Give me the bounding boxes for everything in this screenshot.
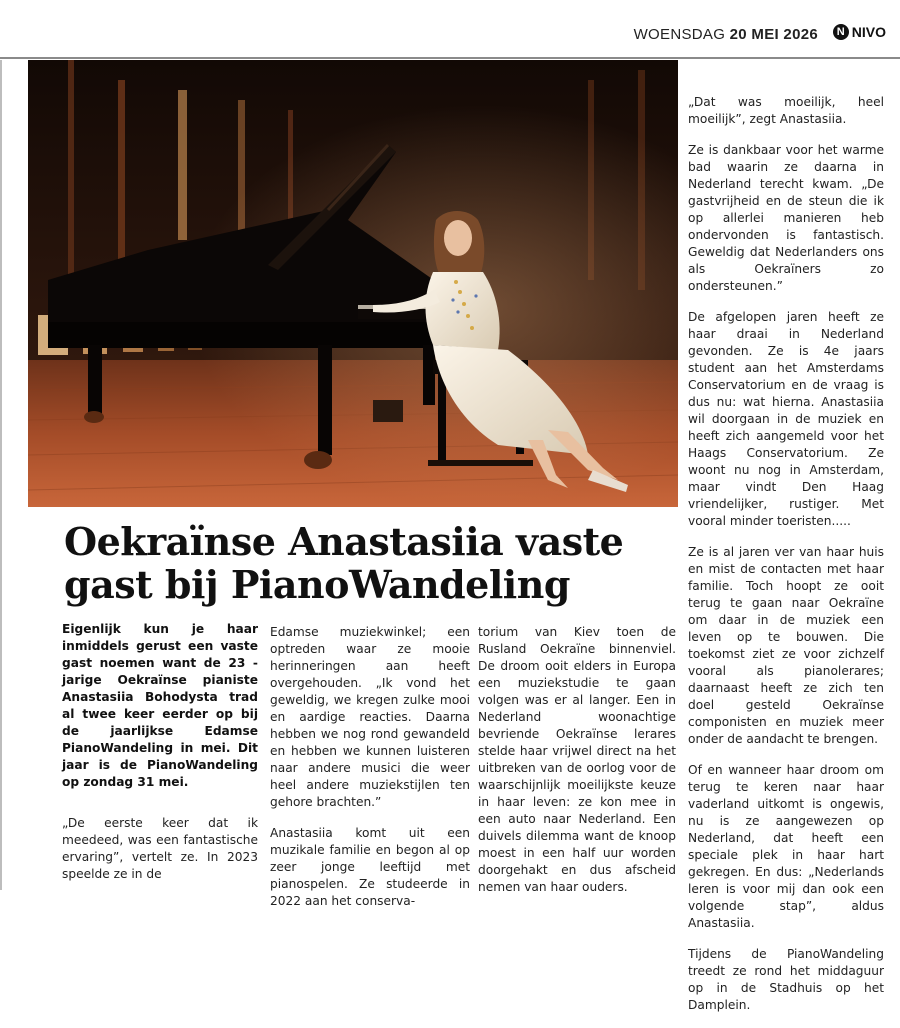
publication-name: NIVO xyxy=(851,24,886,40)
article-paragraph: Ze is dankbaar voor het warme bad waarin ze daarna in Nederland terecht kwam. „De gastvrijheid en de steun die ik op allerlei manieren heb ondervonden is fantastisch. Geweldig dat Nederlanders ons als Oekraïners zo ondersteunen.” xyxy=(688,143,884,293)
article-paragraph: Anastasiia komt uit een muzikale familie en begon al op zeer jonge leeftijd met pianospelen. Ze studeerde in 2022 aan het conserva- xyxy=(270,826,470,908)
article-column-1 xyxy=(62,621,258,897)
issue-date xyxy=(634,26,818,43)
article-paragraph: Of en wanneer haar droom om terug te keren naar haar vaderland uitkomt is ongewis, nu is ze aangewezen op Nederland, dat heeft een speciale plek in haar hart gekregen. En dus: „Nederlands leren is voor mij dan ook een volgende stap”, aldus Anastasiia. xyxy=(688,763,884,930)
page-header xyxy=(0,0,900,58)
article-photo xyxy=(28,60,678,507)
article-paragraph: torium van Kiev toen de Rusland Oekraïne binnenviel. De droom ooit elders in Europa een muziekstudie te gaan volgen was er al langer. Een in Nederland woonachtige bevriende Oekraïnse lerares stelde haar vrijwel direct na het uitbreken van de oorlog voor de waarschijnlijk moeilijkste keuze in haar leven: ze kon mee in een auto naar Nederland. Een duivels dilemma want de knoop moest in een half uur worden doorgehakt en dus afscheid nemen van haar ouders. xyxy=(478,625,676,894)
article-paragraph: De afgelopen jaren heeft ze haar draai in Nederland gevonden. Ze is 4e jaars student aan het Amsterdams Conservatorium en de vraag is dus nu: wat hierna. Anastasiia wil doorgaan in de muziek en heeft zich aangemeld voor het Haags Conservatorium. Ze woont nu nog in Amsterdam, maar vindt Den Haag vriendelijker, rustiger. Met vooral minder toeristen..... xyxy=(688,310,884,528)
issue-day: 20 MEI 2026 xyxy=(729,26,818,43)
header-divider xyxy=(0,57,900,59)
page-edge-rule xyxy=(0,60,2,890)
article-paragraph: Tijdens de PianoWandeling treedt ze rond het middaguur op in de Stadhuis op het Damplein. xyxy=(688,947,884,1012)
article-paragraph: Ze is al jaren ver van haar huis en mist de contacten met haar familie. Toch hoopt ze ooit terug te gaan naar Oekraïne om daar in de muziek een leven op te bouwen. Die toekomst ziet ze voor zichzelf vooral als pianolerares; daarnaast heeft ze zich ten doel gesteld Oekraïnse componisten en muziek meer onder de aandacht te brengen. xyxy=(688,545,884,746)
article-headline: Oekraïnse Anastasiia vaste gast bij PianoWandeling xyxy=(64,519,624,607)
article-paragraph: „Dat was moeilijk, heel moeilijk”, zegt Anastasiia. xyxy=(688,95,884,126)
issue-weekday: WOENSDAG xyxy=(633,26,726,43)
publication-logo xyxy=(833,24,886,40)
logo-mark-icon: N xyxy=(833,24,849,40)
article-paragraph: Edamse muziekwinkel; een optreden waar ze mooie herinneringen aan heeft overgehouden. „Ik vond het geweldig, we kregen zulke mooi en aardige reacties. Daarna hebben we nog rond gewandeld en hebben we kunnen luisteren naar andere musici die weer heel andere muziekstijlen ten gehore brachten.” xyxy=(270,625,470,809)
article-intro: Eigenlijk kun je haar inmiddels gerust een vaste gast noemen want de 23 -jarige Oekraïnse pianiste Anastasiia Bohodysta trad al twee keer eerder op bij de jaarlijkse Edamse PianoWandeling in mei. Dit jaar is de PianoWandeling op zondag 31 mei. xyxy=(62,622,258,789)
article-column-2 xyxy=(270,624,470,924)
piano-performer-photo xyxy=(28,60,678,507)
article-column-right xyxy=(688,94,884,1028)
article-paragraph: „De eerste keer dat ik meedeed, was een fantastische ervaring”, vertelt ze. In 2023 speelde ze in de xyxy=(62,816,258,881)
article-column-3 xyxy=(478,624,676,910)
